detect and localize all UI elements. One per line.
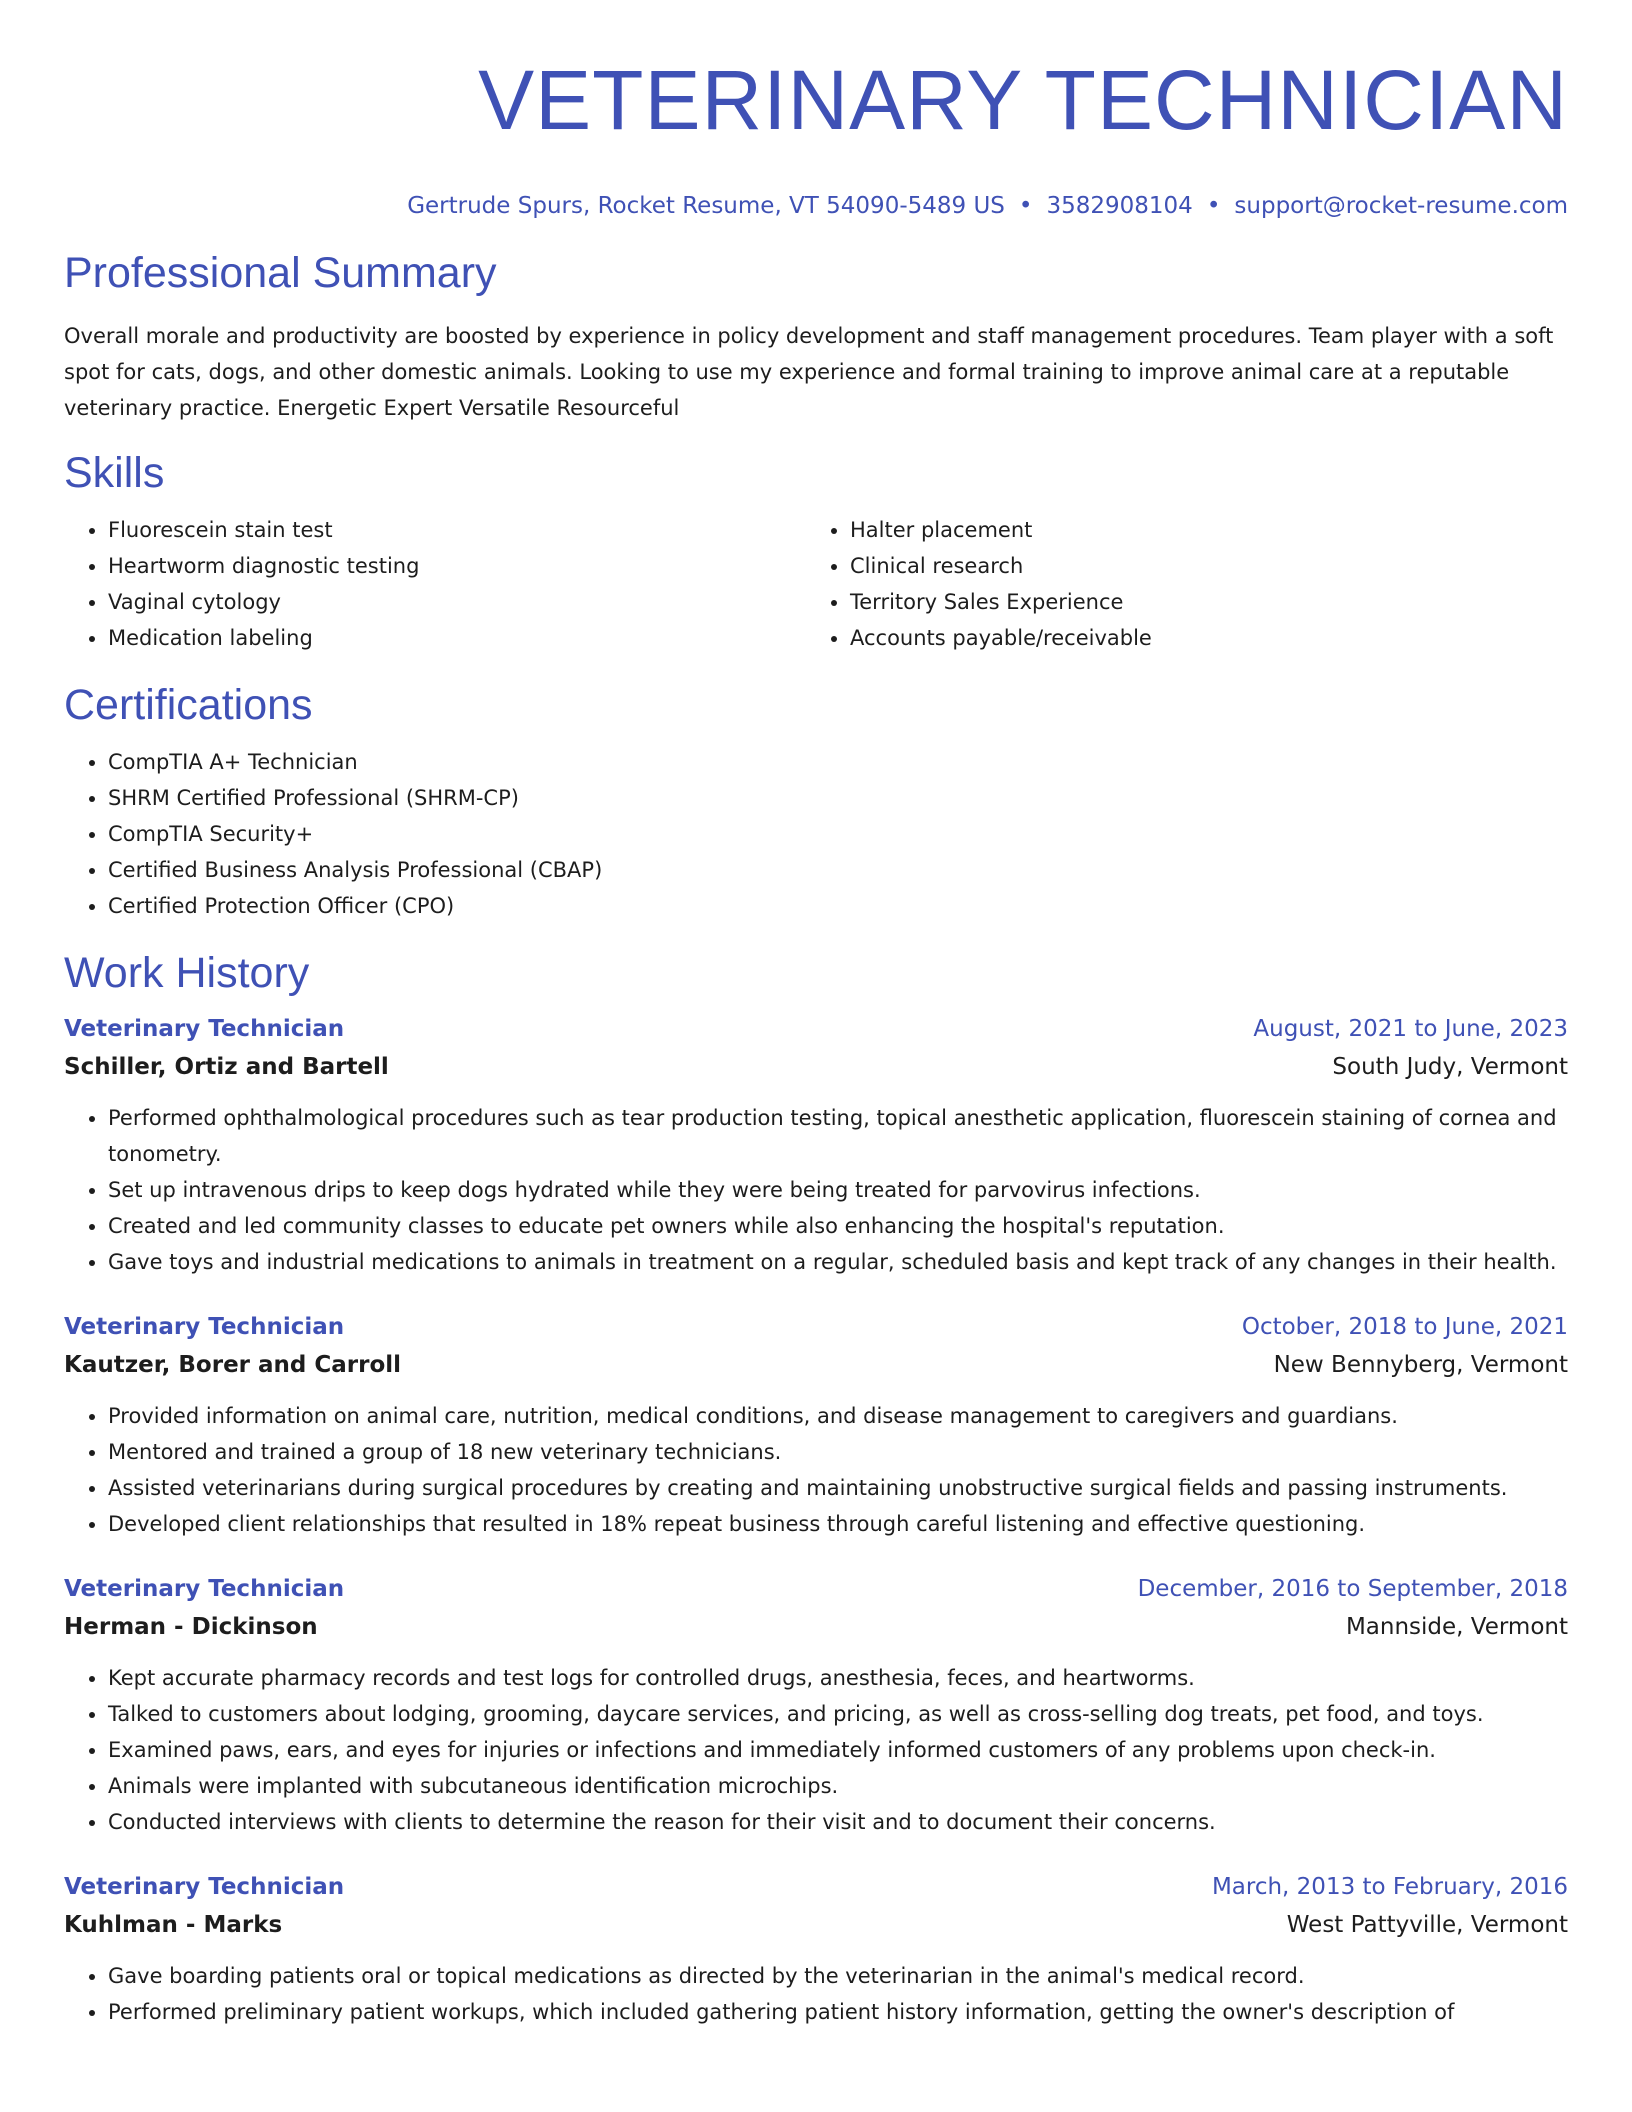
job-bullets [64,1398,1568,1542]
certification-item: • Certified Business Analysis Professional (CBAP) [108,852,1568,888]
job-bullet: • Performed preliminary patient workups, which included gathering patient history information, getting the owner's description of [108,1994,1568,2030]
certification-item: • CompTIA A+ Technician [108,744,1568,780]
job-location: South Judy, Vermont [1332,1054,1568,1080]
job-bullet: • Set up intravenous drips to keep dogs hydrated while they were being treated for parvovirus infections. [108,1172,1568,1208]
job-company: Schiller, Ortiz and Bartell [64,1054,389,1080]
job-bullets [64,1100,1568,1280]
job-title: Veterinary Technician [64,1314,345,1340]
job-bullet: • Gave toys and industrial medications to animals in treatment on a regular, scheduled basis and kept track of any changes in their health. [108,1244,1568,1280]
job-bullet: • Created and led community classes to educate pet owners while also enhancing the hospital's reputation. [108,1208,1568,1244]
skill-item: • Heartworm diagnostic testing [108,548,806,584]
job-company: Kuhlman - Marks [64,1912,283,1938]
skill-item: • Clinical research [850,548,1548,584]
certifications-section [64,680,1568,924]
job-company-row [64,1048,1568,1086]
skill-item: • Vaginal cytology [108,584,806,620]
job-location: Mannside, Vermont [1345,1614,1568,1640]
job-bullet: • Provided information on animal care, nutrition, medical conditions, and disease management to caregivers and guardians. [108,1398,1568,1434]
contact-address: Gertrude Spurs, Rocket Resume, VT 54090-5489 US [407,193,1005,219]
skills-column-left [64,512,806,656]
contact-phone: 3582908104 [1046,193,1193,219]
job-entry [64,1010,1568,1280]
job-bullet: • Conducted interviews with clients to determine the reason for their visit and to document their concerns. [108,1804,1568,1840]
certification-item: • SHRM Certified Professional (SHRM-CP) [108,780,1568,816]
job-bullets [64,1660,1568,1840]
job-dates: October, 2018 to June, 2021 [1241,1314,1568,1340]
resume-header [64,0,1568,222]
job-title: Veterinary Technician [64,1016,345,1042]
separator-dot: • [1206,193,1221,219]
job-company: Kautzer, Borer and Carroll [64,1352,402,1378]
skills-section [64,448,1568,656]
job-bullet: • Assisted veterinarians during surgical procedures by creating and maintaining unobstructive surgical fields and passing instruments. [108,1470,1568,1506]
section-heading-work-history: Work History [64,949,310,997]
job-header-row [64,1570,1568,1608]
summary-section [64,248,1568,426]
job-header-row [64,1308,1568,1346]
job-header-row [64,1010,1568,1048]
page-title: VETERINARY TECHNICIAN [478,53,1568,147]
skill-item: • Accounts payable/receivable [850,620,1548,656]
job-bullet: • Kept accurate pharmacy records and test logs for controlled drugs, anesthesia, feces, and heartworms. [108,1660,1568,1696]
section-heading-summary: Professional Summary [64,249,497,297]
job-company: Herman - Dickinson [64,1614,318,1640]
job-entry [64,1868,1568,2030]
job-company-row [64,1906,1568,1944]
job-title: Veterinary Technician [64,1874,345,1900]
job-location: New Bennyberg, Vermont [1273,1352,1568,1378]
skills-column-right [806,512,1548,656]
contact-email: support@rocket-resume.com [1234,193,1568,219]
summary-text: Overall morale and productivity are boosted by experience in policy development and staff management procedures. Team player with a soft spot for cats, dogs, and other domestic animals. Looking to use my experience and formal training to improve animal care at a reputable veterinary practice. Energetic Expert Versatile Resourceful [64,324,1554,420]
job-bullet: • Examined paws, ears, and eyes for injuries or infections and immediately informed customers of any problems upon check-in. [108,1732,1568,1768]
job-company-row [64,1608,1568,1646]
job-entry [64,1308,1568,1542]
separator-dot: • [1018,193,1033,219]
job-dates: December, 2016 to September, 2018 [1137,1576,1568,1602]
job-bullet: • Developed client relationships that resulted in 18% repeat business through careful listening and effective questioning. [108,1506,1568,1542]
job-bullet: • Animals were implanted with subcutaneous identification microchips. [108,1768,1568,1804]
job-bullet: • Performed ophthalmological procedures such as tear production testing, topical anesthetic application, fluorescein staining of cornea and tonometry. [108,1100,1568,1172]
skill-item: • Territory Sales Experience [850,584,1548,620]
skills-list-right [806,512,1548,656]
skills-list-left [64,512,806,656]
section-heading-skills: Skills [64,449,165,497]
work-history-section [64,948,1568,2030]
skill-item: • Halter placement [850,512,1548,548]
job-bullet: • Gave boarding patients oral or topical medications as directed by the veterinarian in the animal's medical record. [108,1958,1568,1994]
job-dates: March, 2013 to February, 2016 [1211,1874,1568,1900]
certification-item: • CompTIA Security+ [108,816,1568,852]
section-heading-certifications: Certifications [64,681,313,729]
job-bullet: • Talked to customers about lodging, grooming, daycare services, and pricing, as well as cross-selling dog treats, pet food, and toys. [108,1696,1568,1732]
certifications-list [64,744,1568,924]
job-title: Veterinary Technician [64,1576,345,1602]
job-header-row [64,1868,1568,1906]
contact-line [64,190,1568,222]
skills-grid [64,512,1568,656]
job-bullets [64,1958,1568,2030]
job-company-row [64,1346,1568,1384]
skill-item: • Medication labeling [108,620,806,656]
skill-item: • Fluorescein stain test [108,512,806,548]
job-entry [64,1570,1568,1840]
job-bullet: • Mentored and trained a group of 18 new veterinary technicians. [108,1434,1568,1470]
job-dates: August, 2021 to June, 2023 [1253,1016,1568,1042]
certification-item: • Certified Protection Officer (CPO) [108,888,1568,924]
job-location: West Pattyville, Vermont [1286,1912,1568,1938]
